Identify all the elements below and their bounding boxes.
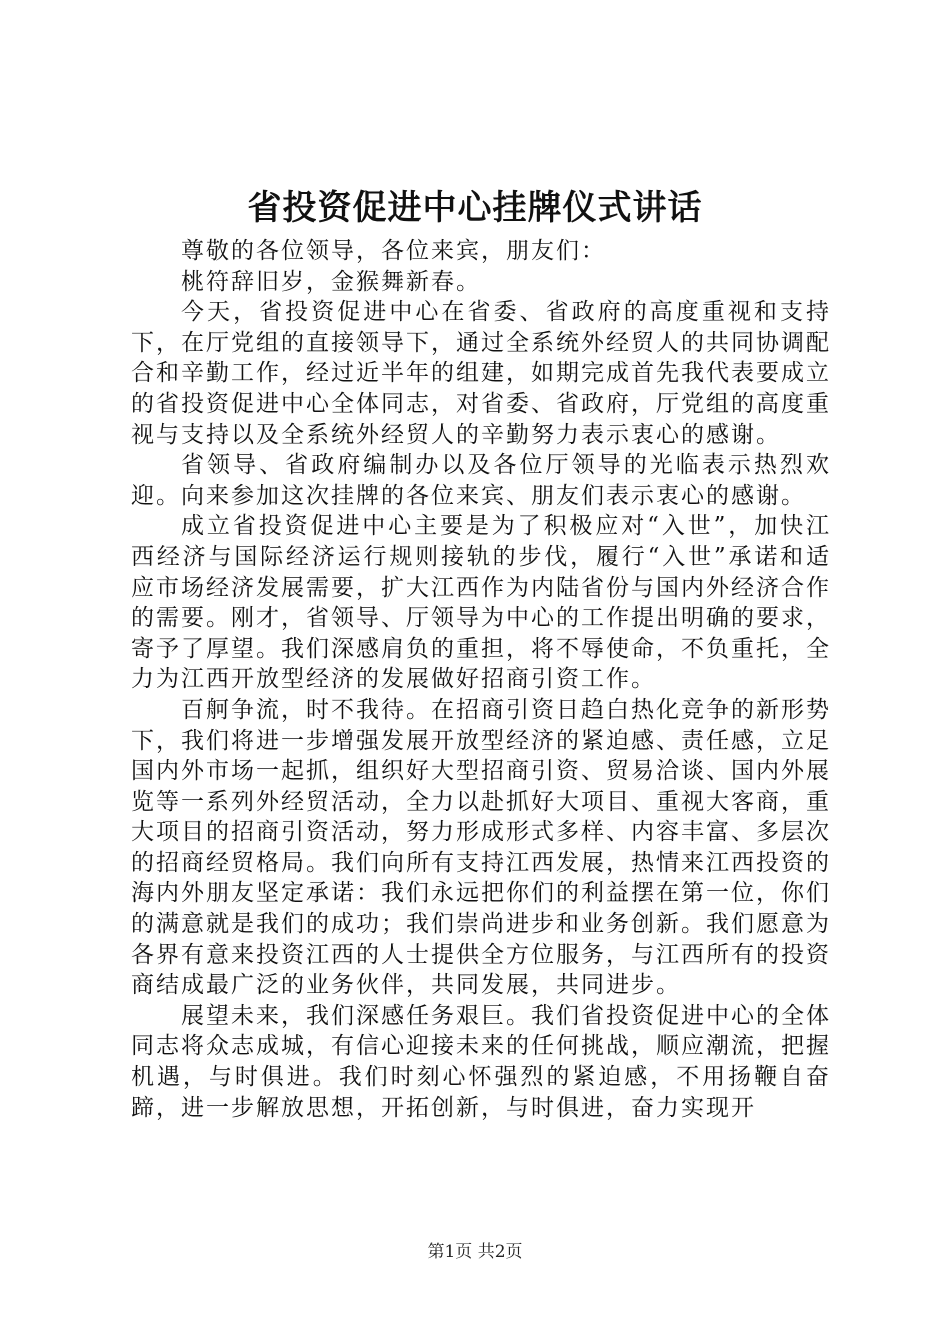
page-number-footer: 第1页 共2页: [427, 1242, 523, 1262]
document-title: 省投资促进中心挂牌仪式讲话: [247, 188, 703, 228]
paragraph-opening-couplet: 桃符辞旧岁，金猴舞新春。: [181, 268, 481, 295]
paragraph-thanks: 今天，省投资促进中心在省委、省政府的高度重视和支持下，在厅党组的直接领导下，通过全系统外经贸人的共同协调配合和辛勤工作，经过近半年的组建，如期完成首先我代表要成立的省投资促进中心全体同志，对省委、省政府，厅党组的高度重视与支持以及全系统外经贸人的辛勤努力表示衷心的感谢。: [131, 299, 831, 448]
paragraph-commitment: 百舸争流，时不我待。在招商引资日趋白热化竞争的新形势下，我们将进一步增强发展开放型经济的紧迫感、责任感，立足国内外市场一起抓，组织好大型招商引资、贸易洽谈、国内外展览等一系列外经贸活动，全力以赴抓好大项目、重视大客商，重大项目的招商引资活动，努力形成形式多样、内容丰富、多层次的招商经贸格局。我们向所有支持江西发展，热情来江西投资的海内外朋友坚定承诺：我们永远把你们的利益摆在第一位，你们的满意就是我们的成功；我们崇尚进步和业务创新。我们愿意为各界有意来投资江西的人士提供全方位服务，与江西所有的投资商结成最广泛的业务伙伴，共同发展，共同进步。: [131, 696, 831, 999]
document-body: [131, 236, 831, 1123]
paragraph-welcome: 省领导、省政府编制办以及各位厅领导的光临表示热烈欢迎。向来参加这次挂牌的各位来宾、朋友们表示衷心的感谢。: [131, 452, 831, 509]
paragraph-greeting: 尊敬的各位领导，各位来宾，朋友们：: [181, 238, 606, 264]
paragraph-outlook: 展望未来，我们深感任务艰巨。我们省投资促进中心的全体同志将众志成城，有信心迎接未来的任何挑战，顺应潮流，把握机遇，与时俱进。我们时刻心怀强烈的紧迫感，不用扬鞭自奋蹄，进一步解放思想，开拓创新，与时俱进，奋力实现开: [131, 1002, 831, 1121]
paragraph-purpose: 成立省投资促进中心主要是为了积极应对“入世”，加快江西经济与国际经济运行规则接轨的步伐，履行“入世”承诺和适应市场经济发展需要，扩大江西作为内陆省份与国内外经济合作的需要。刚才，省领导、厅领导为中心的工作提出明确的要求，寄予了厚望。我们深感肩负的重担，将不辱使命，不负重托，全力为江西开放型经济的发展做好招商引资工作。: [131, 513, 831, 693]
